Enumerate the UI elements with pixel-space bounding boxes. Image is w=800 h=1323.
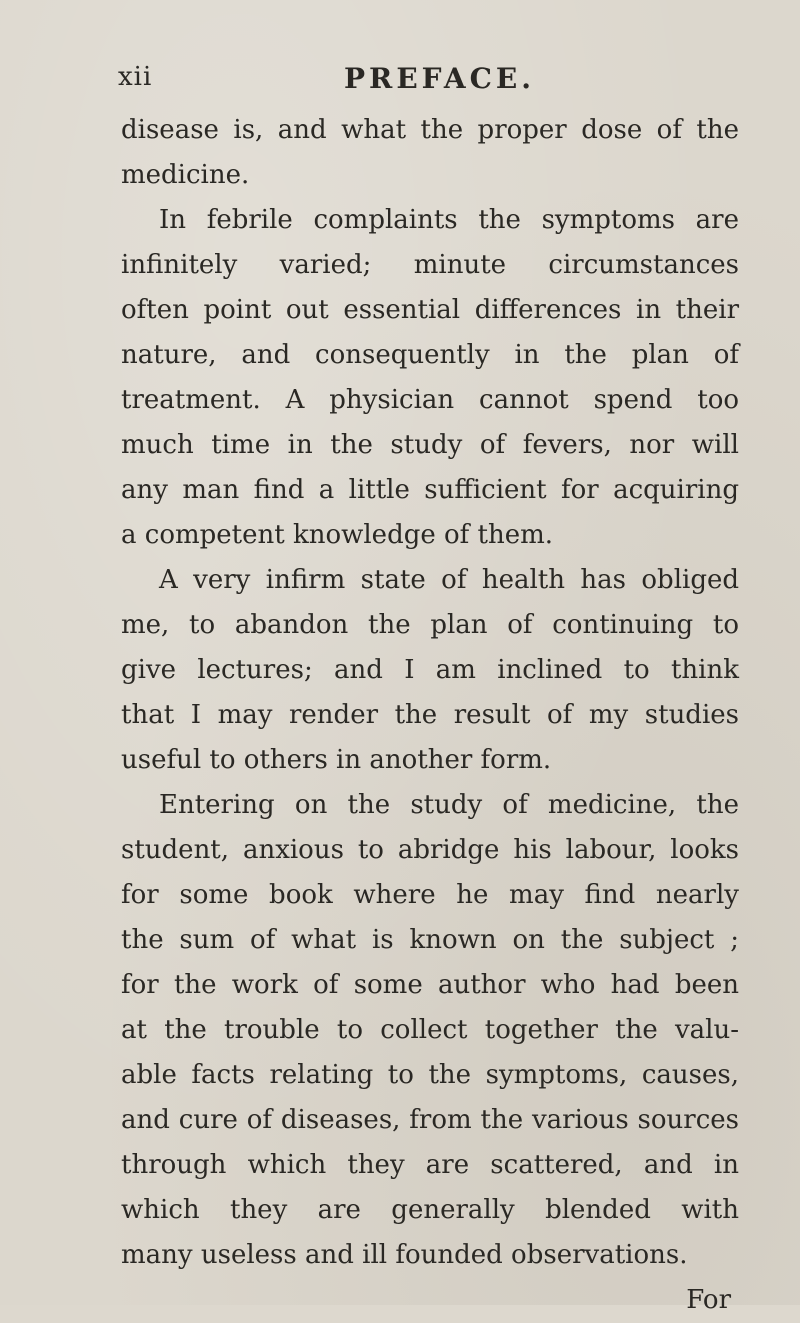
text-line: able facts relating to the symptoms, causes, (121, 1060, 739, 1090)
text-line: at the trouble to collect together the valu- (121, 1015, 739, 1045)
running-head: PREFACE. (344, 62, 536, 95)
text-line: A very infirm state of health has obliged (159, 565, 739, 595)
text-line: student, anxious to abridge his labour, looks (121, 835, 739, 865)
text-line: through which they are scattered, and in (121, 1150, 739, 1180)
page-header (118, 62, 738, 102)
catchword: For (686, 1285, 731, 1315)
text-line: any man find a little sufficient for acquiring (121, 475, 739, 505)
text-line: disease is, and what the proper dose of the (121, 115, 739, 145)
text-line: many useless and ill founded observations. (121, 1240, 688, 1270)
text-line: useful to others in another form. (121, 745, 552, 775)
body-text (121, 108, 739, 1323)
text-line: me, to abandon the plan of continuing to (121, 610, 739, 640)
text-line: that I may render the result of my studies (121, 700, 739, 730)
text-line: treatment. A physician cannot spend too (121, 385, 739, 415)
text-line: give lectures; and I am inclined to think (121, 655, 739, 685)
text-line: medicine. (121, 160, 250, 190)
text-line: often point out essential differences in their (121, 295, 739, 325)
text-line: In febrile complaints the symptoms are (159, 205, 739, 235)
text-line: much time in the study of fevers, nor will (121, 430, 739, 460)
text-line: the sum of what is known on the subject ; (121, 925, 739, 955)
text-line: infinitely varied; minute circumstances (121, 250, 739, 280)
text-line: for the work of some author who had been (121, 970, 739, 1000)
text-line: for some book where he may find nearly (121, 880, 739, 910)
text-line: nature, and consequently in the plan of (121, 340, 739, 370)
text-line: Entering on the study of medicine, the (159, 790, 739, 820)
page-number: xii (118, 62, 153, 92)
text-line: and cure of diseases, from the various sources (121, 1105, 739, 1135)
text-line: a competent knowledge of them. (121, 520, 554, 550)
text-line: which they are generally blended with (121, 1195, 739, 1225)
